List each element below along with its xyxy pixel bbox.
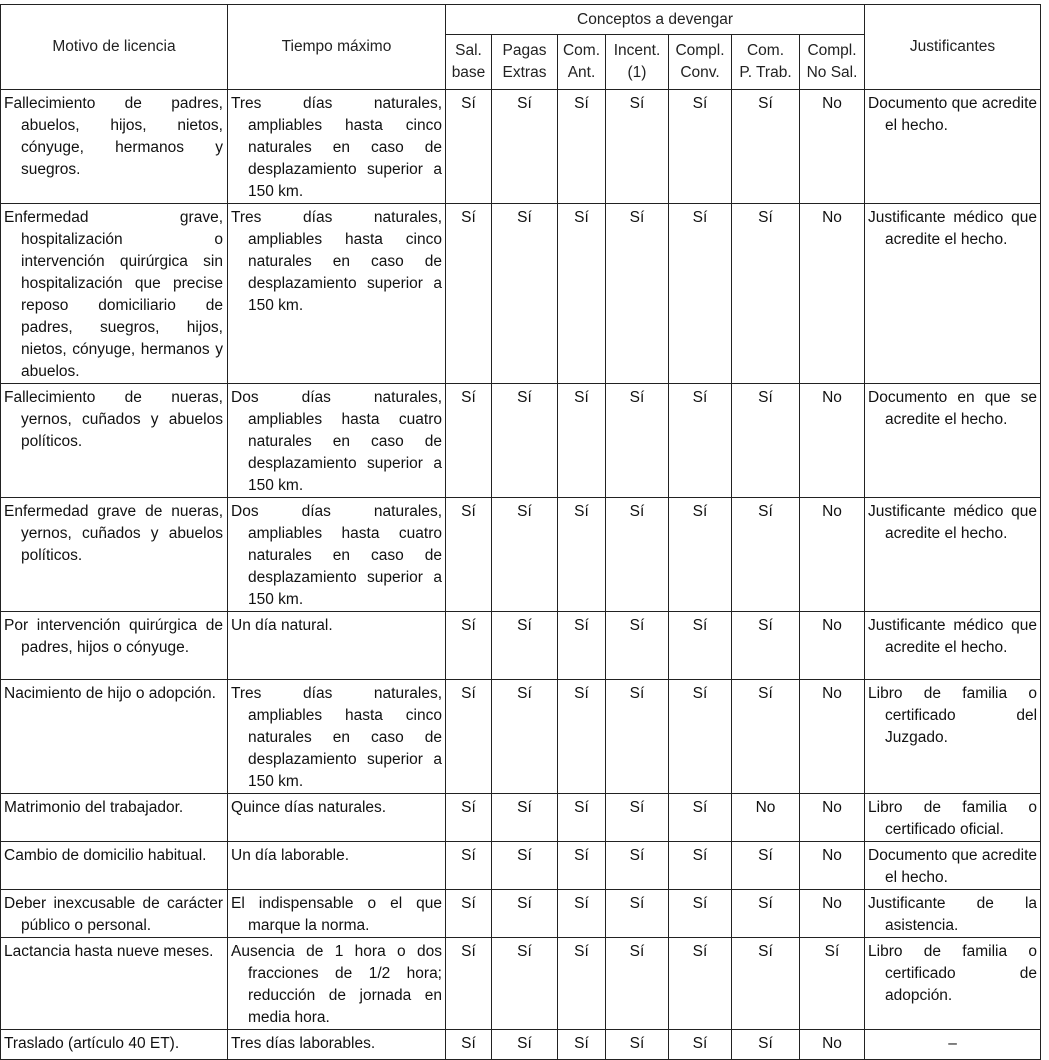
cell-motivo: Fallecimiento de padres, abuelos, hijos, nietos, cónyuge, hermanos y suegros. bbox=[1, 90, 228, 204]
cell-tiempo: El indispensable o el que marque la norma. bbox=[228, 890, 446, 938]
cell-motivo: Deber inexcusable de carácter público o personal. bbox=[1, 890, 228, 938]
table-row bbox=[1, 1030, 1041, 1060]
cell-concepto: Sí bbox=[446, 204, 492, 384]
cell-motivo: Enfermedad grave, hospitalización o intervención quirúrgica sin hospitalización que precise reposo domiciliario de padres, suegros, hijos, nietos, cónyuge, hermanos y abuelos. bbox=[1, 204, 228, 384]
cell-concepto: Sí bbox=[669, 384, 732, 498]
cell-concepto: Sí bbox=[669, 612, 732, 680]
cell-motivo: Fallecimiento de nueras, yernos, cuñados y abuelos políticos. bbox=[1, 384, 228, 498]
cell-concepto: Sí bbox=[669, 794, 732, 842]
cell-concepto: No bbox=[800, 384, 865, 498]
cell-concepto: Sí bbox=[669, 938, 732, 1030]
cell-concepto: Sí bbox=[669, 842, 732, 890]
cell-concepto: Sí bbox=[558, 384, 606, 498]
header-row-top bbox=[1, 5, 1041, 35]
cell-concepto: Sí bbox=[446, 842, 492, 890]
header-conceptos: Conceptos a devengar bbox=[446, 5, 865, 35]
cell-tiempo: Dos días naturales, ampliables hasta cuatro naturales en caso de desplazamiento superior a 150 km. bbox=[228, 498, 446, 612]
cell-justificante: Justificante médico que acredite el hecho. bbox=[865, 204, 1041, 384]
table-row bbox=[1, 938, 1041, 1030]
cell-justificante: – bbox=[865, 1030, 1041, 1060]
table-row bbox=[1, 680, 1041, 794]
cell-concepto: Sí bbox=[606, 612, 669, 680]
cell-tiempo: Un día natural. bbox=[228, 612, 446, 680]
cell-concepto: Sí bbox=[446, 890, 492, 938]
cell-concepto: Sí bbox=[732, 938, 800, 1030]
cell-justificante: Documento que acredite el hecho. bbox=[865, 842, 1041, 890]
cell-motivo: Traslado (artículo 40 ET). bbox=[1, 1030, 228, 1060]
cell-tiempo: Quince días naturales. bbox=[228, 794, 446, 842]
header-concept: Pagas Extras bbox=[492, 35, 558, 90]
cell-tiempo: Tres días naturales, ampliables hasta cinco naturales en caso de desplazamiento superior a 150 km. bbox=[228, 204, 446, 384]
cell-concepto: Sí bbox=[446, 90, 492, 204]
header-motivo: Motivo de licencia bbox=[1, 5, 228, 90]
cell-concepto: No bbox=[800, 498, 865, 612]
header-tiempo: Tiempo máximo bbox=[228, 5, 446, 90]
cell-concepto: Sí bbox=[606, 794, 669, 842]
table-body bbox=[1, 90, 1041, 1060]
cell-concepto: Sí bbox=[558, 680, 606, 794]
cell-concepto: Sí bbox=[732, 384, 800, 498]
cell-concepto: No bbox=[800, 612, 865, 680]
cell-concepto: Sí bbox=[446, 680, 492, 794]
cell-justificante: Justificante de la asistencia. bbox=[865, 890, 1041, 938]
cell-concepto: Sí bbox=[558, 204, 606, 384]
cell-concepto: Sí bbox=[606, 384, 669, 498]
cell-concepto: Sí bbox=[446, 794, 492, 842]
cell-concepto: Sí bbox=[492, 842, 558, 890]
table-row bbox=[1, 612, 1041, 680]
cell-concepto: Sí bbox=[558, 890, 606, 938]
cell-tiempo: Tres días naturales, ampliables hasta cinco naturales en caso de desplazamiento superior a 150 km. bbox=[228, 680, 446, 794]
header-concept: Com. Ant. bbox=[558, 35, 606, 90]
cell-justificante: Libro de familia o certificado oficial. bbox=[865, 794, 1041, 842]
table-row bbox=[1, 498, 1041, 612]
cell-concepto: Sí bbox=[669, 204, 732, 384]
cell-concepto: Sí bbox=[492, 794, 558, 842]
cell-concepto: Sí bbox=[558, 842, 606, 890]
cell-concepto: Sí bbox=[492, 1030, 558, 1060]
cell-concepto: Sí bbox=[732, 1030, 800, 1060]
cell-concepto: Sí bbox=[732, 204, 800, 384]
cell-concepto: Sí bbox=[669, 890, 732, 938]
cell-concepto: Sí bbox=[606, 890, 669, 938]
cell-concepto: Sí bbox=[669, 1030, 732, 1060]
header-concept: Compl. Conv. bbox=[669, 35, 732, 90]
cell-motivo: Nacimiento de hijo o adopción. bbox=[1, 680, 228, 794]
cell-concepto: Sí bbox=[492, 384, 558, 498]
cell-concepto: Sí bbox=[558, 794, 606, 842]
cell-concepto: Sí bbox=[558, 1030, 606, 1060]
cell-concepto: Sí bbox=[492, 90, 558, 204]
cell-concepto: Sí bbox=[732, 90, 800, 204]
cell-concepto: Sí bbox=[606, 204, 669, 384]
cell-concepto: Sí bbox=[732, 890, 800, 938]
cell-justificante: Justificante médico que acredite el hecho. bbox=[865, 498, 1041, 612]
cell-tiempo: Ausencia de 1 hora o dos fracciones de 1/2 hora; reducción de jornada en media hora. bbox=[228, 938, 446, 1030]
cell-concepto: Sí bbox=[492, 498, 558, 612]
cell-concepto: Sí bbox=[800, 938, 865, 1030]
cell-concepto: No bbox=[800, 794, 865, 842]
cell-concepto: Sí bbox=[558, 938, 606, 1030]
cell-concepto: Sí bbox=[446, 384, 492, 498]
cell-concepto: No bbox=[800, 1030, 865, 1060]
header-concept: Com. P. Trab. bbox=[732, 35, 800, 90]
cell-concepto: Sí bbox=[446, 938, 492, 1030]
cell-justificante: Documento en que se acredite el hecho. bbox=[865, 384, 1041, 498]
cell-concepto: Sí bbox=[446, 612, 492, 680]
cell-concepto: No bbox=[800, 680, 865, 794]
table-row bbox=[1, 842, 1041, 890]
cell-concepto: No bbox=[800, 890, 865, 938]
cell-concepto: No bbox=[732, 794, 800, 842]
cell-concepto: Sí bbox=[446, 1030, 492, 1060]
cell-justificante: Libro de familia o certificado de adopción. bbox=[865, 938, 1041, 1030]
cell-concepto: Sí bbox=[732, 612, 800, 680]
cell-concepto: Sí bbox=[732, 498, 800, 612]
header-justificantes: Justificantes bbox=[865, 5, 1041, 90]
table-row bbox=[1, 794, 1041, 842]
table-row bbox=[1, 204, 1041, 384]
cell-concepto: Sí bbox=[492, 680, 558, 794]
cell-concepto: Sí bbox=[669, 90, 732, 204]
cell-concepto: Sí bbox=[492, 938, 558, 1030]
cell-justificante: Justificante médico que acredite el hecho. bbox=[865, 612, 1041, 680]
cell-motivo: Enfermedad grave de nueras, yernos, cuñados y abuelos políticos. bbox=[1, 498, 228, 612]
cell-concepto: Sí bbox=[492, 612, 558, 680]
cell-concepto: No bbox=[800, 842, 865, 890]
cell-justificante: Documento que acredite el hecho. bbox=[865, 90, 1041, 204]
cell-concepto: Sí bbox=[558, 90, 606, 204]
cell-tiempo: Tres días laborables. bbox=[228, 1030, 446, 1060]
table-row bbox=[1, 890, 1041, 938]
cell-concepto: Sí bbox=[446, 498, 492, 612]
cell-concepto: Sí bbox=[606, 680, 669, 794]
cell-concepto: Sí bbox=[492, 890, 558, 938]
cell-concepto: Sí bbox=[669, 680, 732, 794]
licencias-table bbox=[0, 4, 1041, 1060]
cell-motivo: Matrimonio del trabajador. bbox=[1, 794, 228, 842]
cell-concepto: Sí bbox=[606, 938, 669, 1030]
cell-concepto: Sí bbox=[669, 498, 732, 612]
cell-tiempo: Dos días naturales, ampliables hasta cuatro naturales en caso de desplazamiento superior a 150 km. bbox=[228, 384, 446, 498]
cell-concepto: Sí bbox=[606, 90, 669, 204]
cell-motivo: Por intervención quirúrgica de padres, hijos o cónyuge. bbox=[1, 612, 228, 680]
cell-concepto: No bbox=[800, 90, 865, 204]
cell-concepto: Sí bbox=[558, 612, 606, 680]
table-row bbox=[1, 90, 1041, 204]
cell-concepto: Sí bbox=[732, 842, 800, 890]
cell-motivo: Lactancia hasta nueve meses. bbox=[1, 938, 228, 1030]
cell-concepto: Sí bbox=[558, 498, 606, 612]
header-concept: Compl. No Sal. bbox=[800, 35, 865, 90]
cell-concepto: Sí bbox=[606, 498, 669, 612]
cell-motivo: Cambio de domicilio habitual. bbox=[1, 842, 228, 890]
cell-justificante: Libro de familia o certificado del Juzgado. bbox=[865, 680, 1041, 794]
cell-concepto: No bbox=[800, 204, 865, 384]
cell-concepto: Sí bbox=[492, 204, 558, 384]
cell-concepto: Sí bbox=[606, 842, 669, 890]
header-concept: Incent. (1) bbox=[606, 35, 669, 90]
cell-concepto: Sí bbox=[606, 1030, 669, 1060]
cell-tiempo: Un día laborable. bbox=[228, 842, 446, 890]
table-row bbox=[1, 384, 1041, 498]
cell-concepto: Sí bbox=[732, 680, 800, 794]
header-concept: Sal. base bbox=[446, 35, 492, 90]
cell-tiempo: Tres días naturales, ampliables hasta cinco naturales en caso de desplazamiento superior a 150 km. bbox=[228, 90, 446, 204]
